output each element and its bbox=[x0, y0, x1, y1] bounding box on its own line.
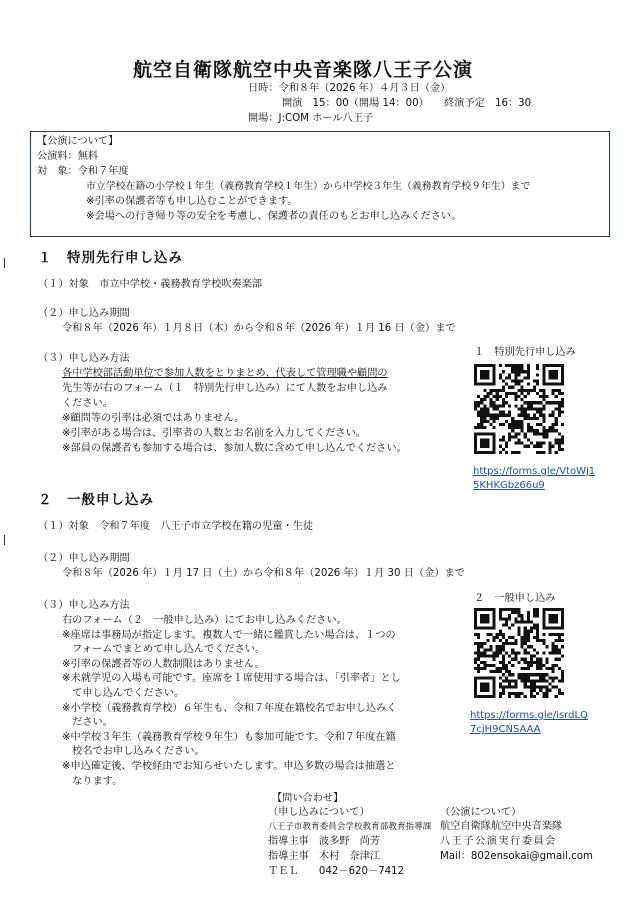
qr-code-icon[interactable] bbox=[474, 608, 564, 698]
form-link-special-line1[interactable]: https://forms.gle/VtoWj1 bbox=[473, 466, 596, 477]
method-line: フォームでまとめて申し込んでください。 bbox=[62, 644, 266, 656]
section1-note: ※引率がある場合は、引率者の人数とお名前を入力してください。 bbox=[62, 428, 366, 439]
section2-heading: ２ 一般申し込み bbox=[38, 492, 154, 508]
section2-target: （１）対象 令和７年度 八王子市立学校在籍の児童・生徒 bbox=[38, 521, 314, 532]
section1-method-text: ください。 bbox=[62, 398, 113, 409]
section1-note: ※顧問等の引率は必須ではありません。 bbox=[62, 413, 245, 424]
contact-right-org: 航空自衛隊航空中央音楽隊 bbox=[440, 821, 563, 832]
method-line: ※未就学児の入場も可能です。座席を１席使用する場合は、「引率者」とし bbox=[62, 673, 401, 685]
section1-method-text: 先生等が右のフォーム（１ 特別先行申し込み）にて人数をお申し込み bbox=[62, 383, 388, 394]
contact-right-org2: 八王子公演実行委員会 bbox=[440, 836, 557, 847]
form-link-special[interactable] bbox=[473, 465, 595, 493]
contact-email[interactable]: Mail：802ensokai@gmail.com bbox=[440, 851, 593, 862]
info-target-detail: 市立学校在籍の小学校１年生（義務教育学校１年生）から中学校３年生（義務教育学校９年生）まで bbox=[86, 181, 531, 192]
contact-person: 指導主事 木村 奈津江 bbox=[268, 851, 381, 862]
method-line: なります。 bbox=[62, 775, 123, 787]
qr-code-icon[interactable] bbox=[474, 364, 564, 454]
qr2-label: ２ 一般申し込み bbox=[474, 593, 556, 604]
section1-method-text: 各中学校部活動単位で参加人数をとりまとめ、代表して管理職や顧問の bbox=[62, 368, 388, 379]
contact-heading: 【問い合わせ】 bbox=[272, 793, 344, 804]
contact-left-org: 八王子市教育委員会学校教育部教育指導課 bbox=[268, 822, 432, 832]
section1-target: （１）対象 市立中学校・義務教育学校吹奏楽部 bbox=[38, 279, 263, 290]
section1-period: 令和８年（2026 年）１月８日（木）から令和８年（2026 年）１月 16 日（金）まで bbox=[62, 323, 456, 334]
method-line: ※引率の保護者等の人数制限はありません。 bbox=[62, 658, 265, 670]
qr1-label: １ 特別先行申し込み bbox=[474, 347, 576, 358]
method-line: ※中学校３年生（義務教育学校９年生）も参加可能です。令和７年度在籍 bbox=[62, 731, 396, 743]
event-time: 開演 15：00（開場 14：00） 終演予定 16：30 bbox=[282, 98, 532, 109]
info-heading: 【公演について】 bbox=[37, 136, 119, 147]
section1-note: ※部員の保護者も参加する場合は、参加人数に含めて申し込んでください。 bbox=[62, 443, 407, 454]
section2-method-label: （３）申し込み方法 bbox=[38, 600, 130, 611]
method-line: ※申込確定後、学校経由でお知らせいたします。申込多数の場合は抽選と bbox=[62, 760, 396, 772]
method-line: 校名でお申し込みください。 bbox=[62, 746, 205, 758]
section2-period-label: （２）申し込み期間 bbox=[38, 553, 130, 564]
info-fee: 公演料：無料 bbox=[37, 151, 99, 162]
section1-method-label: （３）申し込み方法 bbox=[38, 353, 130, 364]
event-venue: 開場：J:COM ホール八王子 bbox=[248, 113, 374, 124]
section1-heading: １ 特別先行申し込み bbox=[38, 250, 183, 266]
method-line: ださい。 bbox=[62, 717, 113, 729]
page-title: 航空自衛隊航空中央音楽隊八王子公演 bbox=[133, 59, 474, 81]
method-line: て申し込んでください。 bbox=[62, 687, 185, 699]
method-line: ※座席は事務局が指定します。複数人で一緒に鑑賞したい場合は、１つの bbox=[62, 629, 396, 641]
section2-period: 令和８年（2026 年）１月 17 日（土）から令和８年（2026 年）１月 30 日（金）まで bbox=[62, 568, 465, 579]
info-target-label: 対 象：令和７年度 bbox=[37, 166, 129, 177]
form-link-special-line2[interactable]: 5KHKGbz66u9 bbox=[473, 480, 545, 491]
contact-right-heading: （公演について） bbox=[440, 807, 522, 818]
section1-period-label: （２）申し込み期間 bbox=[38, 308, 130, 319]
contact-left-heading: （申し込みについて） bbox=[268, 807, 370, 818]
method-line: ※小学校（義務教育学校）６年生も、令和７年度在籍校名でお申し込みく bbox=[62, 702, 397, 714]
performance-info-box bbox=[30, 131, 610, 237]
left-margin-mark bbox=[4, 258, 5, 268]
contact-person: 指導主事 波多野 尚芳 bbox=[268, 836, 381, 847]
form-link-general-line2[interactable]: 7cjH9CNSAAA bbox=[470, 724, 541, 735]
form-link-general-line1[interactable]: https://forms.gle/isrdLQ bbox=[470, 710, 588, 721]
method-line: 右のフォーム（２ 一般申し込み）にてお申し込みください。 bbox=[62, 615, 347, 626]
contact-phone: ＴＥＬ 042－620－7412 bbox=[268, 866, 405, 877]
form-link-general[interactable] bbox=[470, 709, 588, 737]
left-margin-mark bbox=[4, 535, 5, 545]
info-note: ※会場への行き帰り等の安全を考慮し、保護者の責任のもとお申し込みください。 bbox=[86, 211, 462, 222]
info-note: ※引率の保護者等も申し込むことができます。 bbox=[86, 196, 298, 207]
event-date: 日時：令和８年（2026 年）４月３日（金） bbox=[248, 83, 451, 94]
section2-method-list bbox=[62, 614, 401, 789]
